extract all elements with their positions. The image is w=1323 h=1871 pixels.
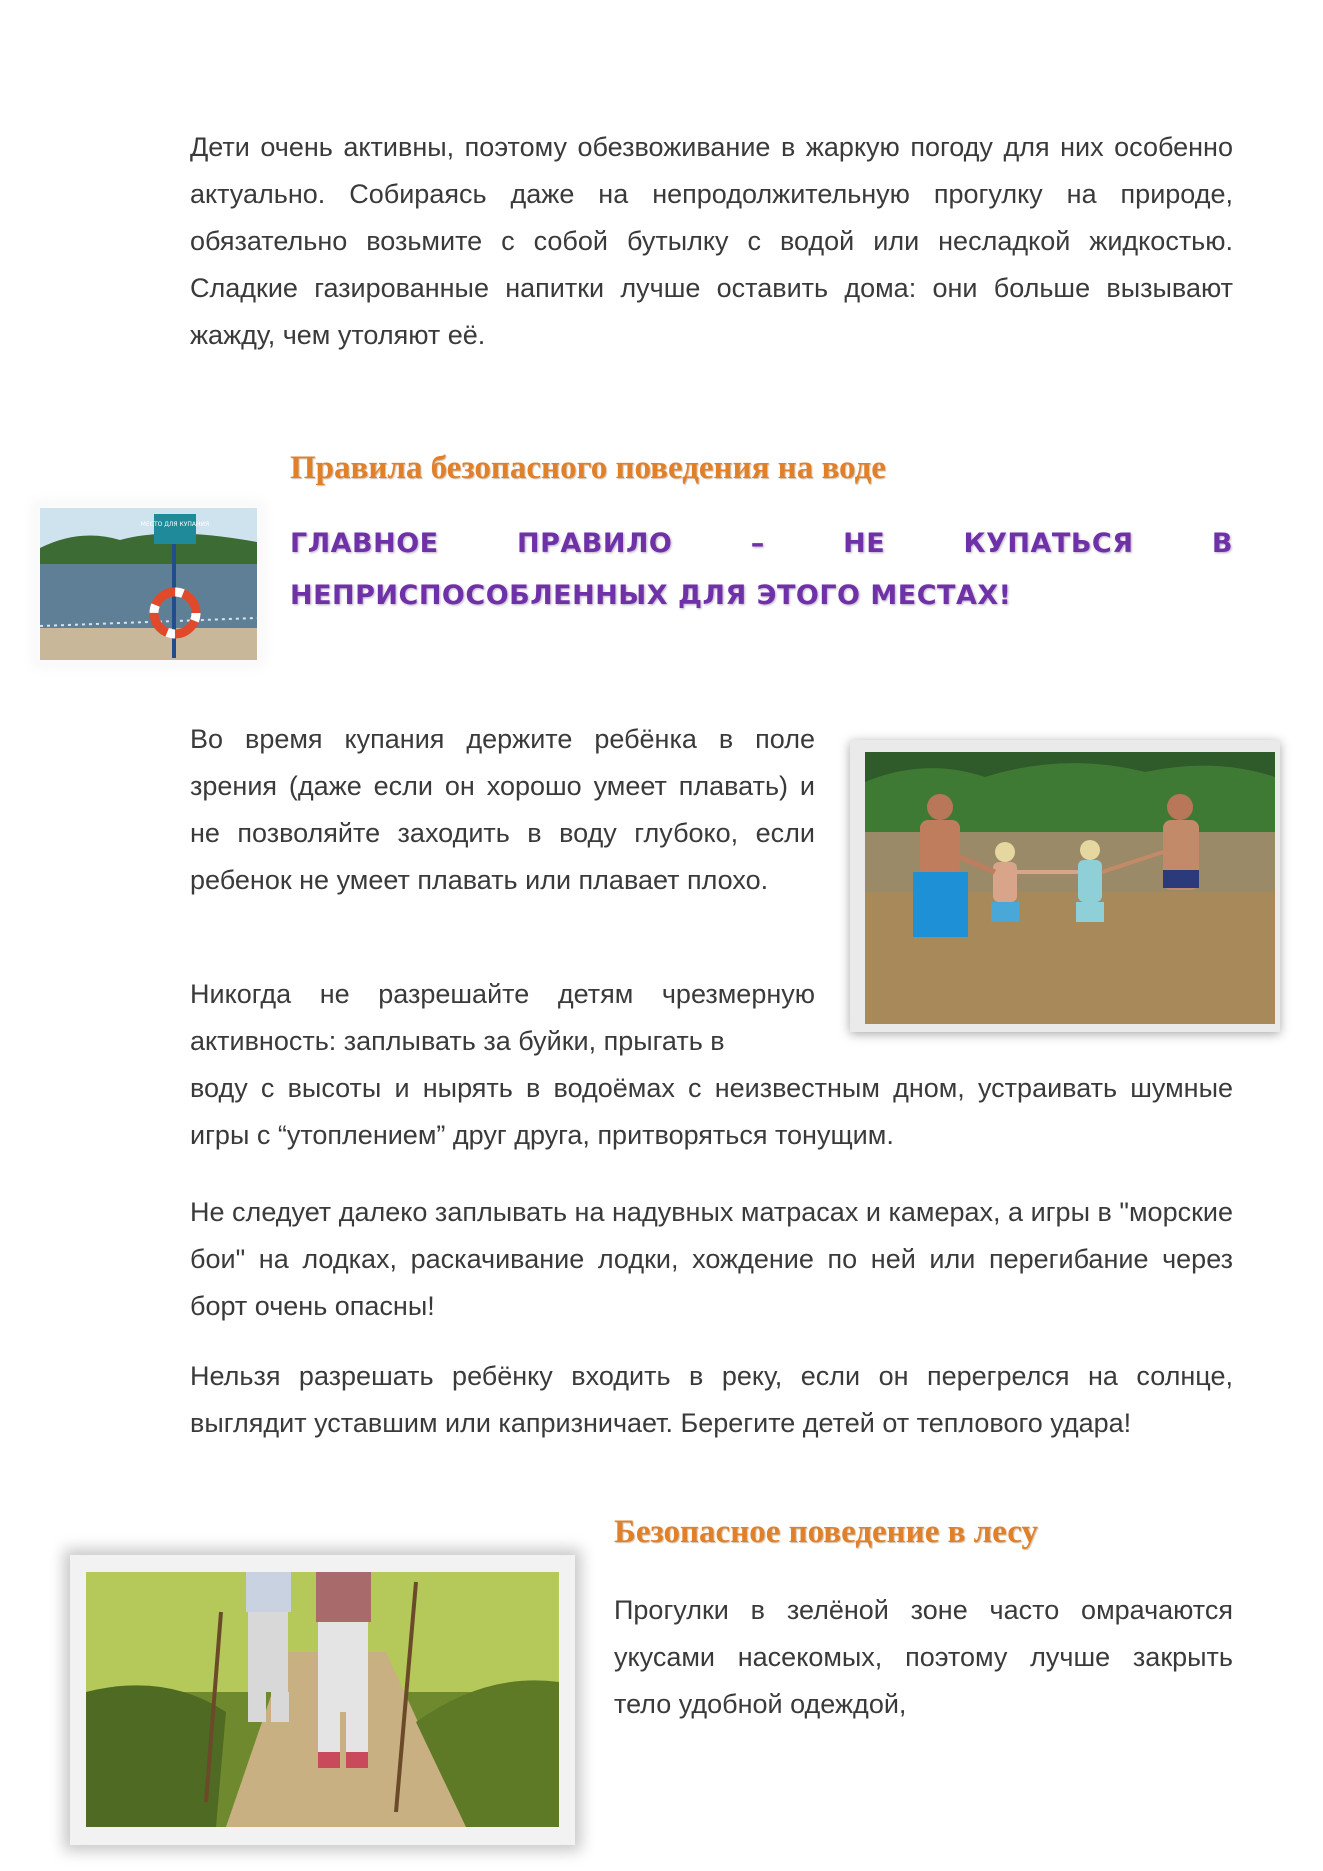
family-scene (865, 752, 1275, 1024)
water-paragraph-4: Нельзя разрешать ребёнку входить в реку, если он перегрелся на солнце, выглядит уставшим или капризничает. Берегите детей от теплового удара! (190, 1361, 1233, 1438)
water-paragraph-2-end: воду с высоты и нырять в водоёмах с неизвестным дном, устраивать шумные игры с “утоплением” друг друга, притворяться тонущим. (190, 1073, 1233, 1150)
family-swimming-photo (865, 752, 1275, 1024)
water-paragraph-2-start: Никогда не разрешайте детям чрезмерную активность: заплывать за буйки, прыгать в (190, 979, 815, 1056)
beach-sign-photo (40, 508, 257, 660)
beach-sign (154, 514, 196, 544)
main-rule-heading: ГЛАВНОЕ ПРАВИЛО – НЕ КУПАТЬСЯ В НЕПРИСПОСОБЛЕННЫХ ДЛЯ ЭТОГО МЕСТАХ! (290, 528, 1233, 611)
water-paragraph-3: Не следует далеко заплывать на надувных матрасах и камерах, а игры в "морские бои" на лодках, раскачивание лодки, хождение по ней или перегибание через борт очень опасны! (190, 1197, 1233, 1321)
forest-path-photo (86, 1572, 559, 1827)
forest-paragraph: Прогулки в зелёной зоне часто омрачаются укусами насекомых, поэтому лучше закрыть тело удобной одеждой, (614, 1595, 1233, 1719)
lake-scene (40, 508, 257, 660)
water-paragraph-1: Во время купания держите ребёнка в поле зрения (даже если он хорошо умеет плавать) и не позволяйте заходить в воду глубоко, если ребенок не умеет плавать или плавает плохо. (190, 724, 815, 895)
forest-scene (86, 1572, 559, 1827)
sign-label: МЕСТО ДЛЯ КУПАНИЯ (140, 521, 210, 528)
forest-section-title: Безопасное поведение в лесу (614, 1514, 1038, 1550)
water-section-title: Правила безопасного поведения на воде (290, 450, 886, 486)
intro-paragraph: Дети очень активны, поэтому обезвоживание в жаркую погоду для них особенно актуально. Собираясь даже на непродолжительную прогулку на природе, обязательно возьмите с собой бутылку с водой или несладкой жидкостью. Сладкие газированные напитки лучше оставить дома: они больше вызывают жажду, чем утоляют её. (190, 132, 1233, 350)
